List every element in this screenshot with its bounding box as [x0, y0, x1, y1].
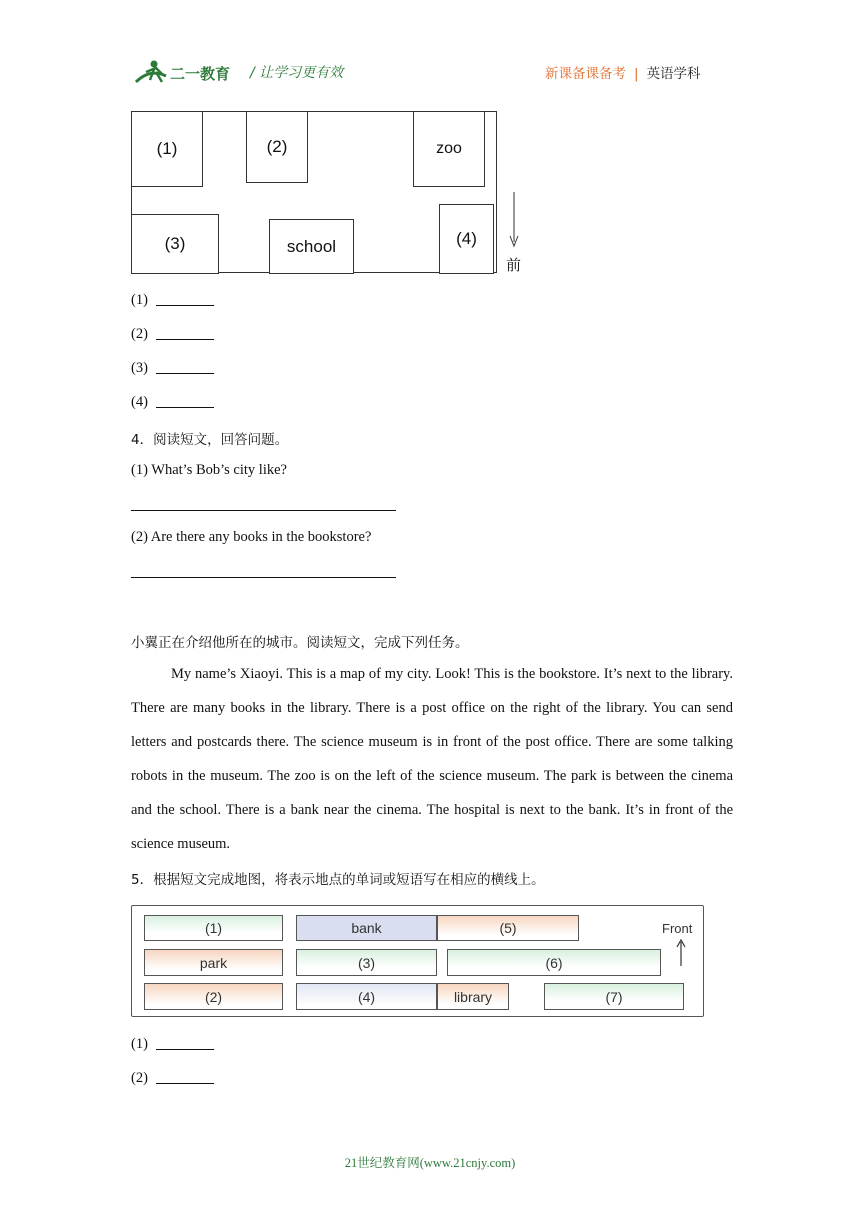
svg-text:二一教育: 二一教育: [170, 65, 231, 83]
answer-line-4: [131, 394, 214, 411]
answer-line-q5-2: [131, 1070, 214, 1087]
answer-blank[interactable]: [156, 338, 214, 340]
question-4-1: (1) What’s Bob’s city like?: [131, 462, 287, 478]
answer-line-2: [131, 326, 214, 343]
answer-line-q4-2[interactable]: [131, 577, 396, 578]
header-right-a: 新课备课备考: [545, 66, 626, 82]
footer: 21世纪教育网(www.21cnjy.com): [344, 1156, 516, 1170]
reading-passage: My name’s Xiaoyi. This is a map of my city. Look! This is the bookstore. It’s next to the library. There are many books in the library. There is a post office on the right of the library. You can send letters and postcards there. The science museum is in front of the post office. There are some talking robots in the museum. The zoo is on the left of the science museum. The park is between the cinema and the school. There is a bank near the cinema. The hospital is next to the bank. It’s in front of the science museum.: [131, 666, 733, 852]
map2-front-label: Front: [662, 921, 693, 936]
map2-cell-library: library: [437, 983, 509, 1010]
map1-box-4: (4): [439, 204, 494, 274]
answer-label: (4): [131, 394, 148, 410]
answer-label: (2): [131, 1070, 148, 1086]
answer-line-q5-1: [131, 1036, 214, 1053]
answer-blank[interactable]: [156, 304, 214, 306]
passage-intro: 小翼正在介绍他所在的城市。阅读短文，完成下列任务。: [131, 635, 469, 651]
answer-label: (3): [131, 360, 148, 376]
header-right-b: 英语学科: [646, 66, 701, 82]
map2-cell-3: (3): [296, 949, 437, 976]
answer-blank[interactable]: [156, 1048, 214, 1050]
map2-cell-1: (1): [144, 915, 283, 941]
map2-cell-5: (5): [437, 915, 579, 941]
question-4-2: (2) Are there any books in the bookstore?: [131, 529, 372, 545]
header-subject: [545, 62, 701, 82]
map1-box-zoo: zoo: [413, 111, 485, 187]
map-diagram-2: [131, 905, 704, 1017]
map1-box-school: school: [269, 219, 354, 274]
answer-label: (2): [131, 326, 148, 342]
header-separator: |: [634, 66, 639, 82]
map1-box-2: (2): [246, 111, 308, 183]
answer-line-1: [131, 292, 214, 309]
map1-arrow-label: 前: [506, 256, 522, 274]
map2-cell-6: (6): [447, 949, 661, 976]
map-diagram-1: [131, 111, 497, 273]
map2-cell-park: park: [144, 949, 283, 976]
answer-label: (1): [131, 292, 148, 308]
map1-box-1: (1): [131, 111, 203, 187]
answer-blank[interactable]: [156, 1082, 214, 1084]
answer-line-3: [131, 360, 214, 377]
question-4-title: 4．阅读短文，回答问题。: [131, 432, 289, 448]
up-arrow-icon: [674, 938, 688, 968]
answer-label: (1): [131, 1036, 148, 1052]
map1-box-3: (3): [131, 214, 219, 274]
answer-blank[interactable]: [156, 406, 214, 408]
answer-line-q4-1[interactable]: [131, 510, 396, 511]
map2-cell-2: (2): [144, 983, 283, 1010]
logo: [132, 58, 242, 88]
map2-cell-4: (4): [296, 983, 437, 1010]
map2-cell-7: (7): [544, 983, 684, 1010]
answer-blank[interactable]: [156, 372, 214, 374]
down-arrow-icon: [506, 190, 522, 250]
header-slogan: / 让学习更有效: [250, 65, 344, 81]
map2-cell-bank: bank: [296, 915, 437, 941]
question-5-title: 5．根据短文完成地图，将表示地点的单词或短语写在相应的横线上。: [131, 872, 545, 888]
